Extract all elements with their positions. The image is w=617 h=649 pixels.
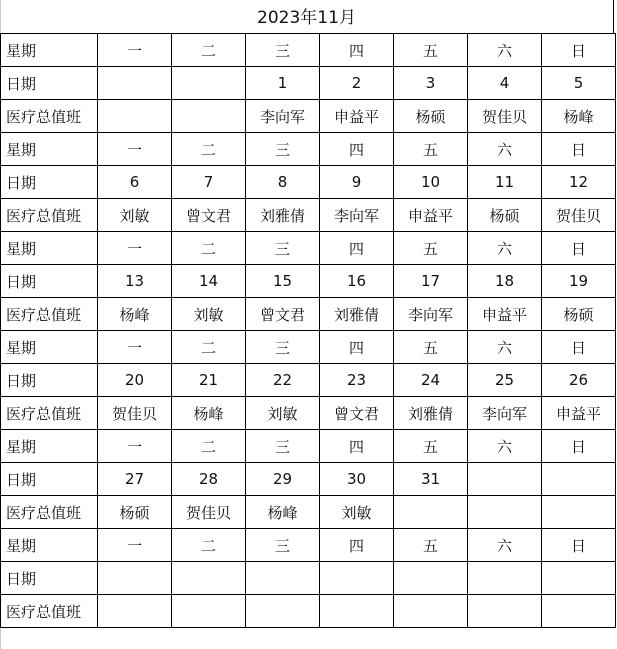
duty-cell[interactable]: 贺佳贝 bbox=[468, 100, 542, 133]
date-cell[interactable]: 31 bbox=[394, 463, 468, 496]
weekday-row bbox=[1, 34, 616, 67]
duty-row bbox=[1, 595, 616, 628]
weekday-row bbox=[1, 430, 616, 463]
duty-cell[interactable]: 李向军 bbox=[320, 199, 394, 232]
weekday-cell[interactable]: 六 bbox=[468, 232, 542, 265]
duty-cell[interactable]: 刘雅倩 bbox=[394, 397, 468, 430]
date-label-cell[interactable]: 日期 bbox=[1, 364, 98, 397]
duty-cell[interactable]: 杨峰 bbox=[98, 298, 172, 331]
date-cell[interactable]: 5 bbox=[542, 67, 616, 100]
weekday-cell[interactable]: 三 bbox=[246, 529, 320, 562]
duty-cell[interactable] bbox=[542, 595, 616, 628]
weekday-cell[interactable]: 三 bbox=[246, 232, 320, 265]
date-row bbox=[1, 364, 616, 397]
weekday-cell[interactable]: 日 bbox=[542, 232, 616, 265]
date-cell[interactable]: 22 bbox=[246, 364, 320, 397]
weekday-cell[interactable]: 一 bbox=[98, 529, 172, 562]
date-label-cell[interactable]: 日期 bbox=[1, 166, 98, 199]
duty-cell[interactable]: 申益平 bbox=[542, 397, 616, 430]
weekday-cell[interactable]: 五 bbox=[394, 331, 468, 364]
date-cell[interactable]: 29 bbox=[246, 463, 320, 496]
duty-cell[interactable]: 刘敏 bbox=[320, 496, 394, 529]
date-cell[interactable]: 13 bbox=[98, 265, 172, 298]
date-cell[interactable]: 7 bbox=[172, 166, 246, 199]
duty-cell[interactable]: 刘雅倩 bbox=[320, 298, 394, 331]
weekday-cell[interactable]: 三 bbox=[246, 331, 320, 364]
weekday-cell[interactable]: 四 bbox=[320, 331, 394, 364]
date-cell[interactable] bbox=[320, 562, 394, 595]
weekday-cell[interactable]: 一 bbox=[98, 331, 172, 364]
date-label-cell[interactable]: 日期 bbox=[1, 463, 98, 496]
weekday-cell[interactable]: 一 bbox=[98, 232, 172, 265]
date-cell[interactable] bbox=[172, 562, 246, 595]
date-cell[interactable] bbox=[542, 463, 616, 496]
date-cell[interactable] bbox=[542, 562, 616, 595]
duty-cell[interactable]: 刘敏 bbox=[98, 199, 172, 232]
duty-cell[interactable] bbox=[394, 496, 468, 529]
duty-cell[interactable] bbox=[468, 595, 542, 628]
duty-label-cell[interactable]: 医疗总值班 bbox=[1, 100, 98, 133]
duty-cell[interactable]: 曾文君 bbox=[172, 199, 246, 232]
date-cell[interactable]: 16 bbox=[320, 265, 394, 298]
weekday-cell[interactable]: 二 bbox=[172, 331, 246, 364]
date-row bbox=[1, 166, 616, 199]
duty-row bbox=[1, 397, 616, 430]
date-cell[interactable]: 26 bbox=[542, 364, 616, 397]
date-cell[interactable]: 3 bbox=[394, 67, 468, 100]
weekday-cell[interactable]: 四 bbox=[320, 529, 394, 562]
date-cell[interactable] bbox=[246, 562, 320, 595]
weekday-cell[interactable]: 五 bbox=[394, 430, 468, 463]
date-cell[interactable] bbox=[172, 67, 246, 100]
date-cell[interactable]: 11 bbox=[468, 166, 542, 199]
date-cell[interactable]: 25 bbox=[468, 364, 542, 397]
weekday-cell[interactable]: 五 bbox=[394, 232, 468, 265]
duty-label-cell[interactable]: 医疗总值班 bbox=[1, 199, 98, 232]
duty-row bbox=[1, 199, 616, 232]
weekday-cell[interactable]: 五 bbox=[394, 133, 468, 166]
weekday-cell[interactable]: 四 bbox=[320, 430, 394, 463]
weekday-cell[interactable]: 二 bbox=[172, 529, 246, 562]
weekday-cell[interactable]: 二 bbox=[172, 34, 246, 67]
duty-cell[interactable]: 申益平 bbox=[320, 100, 394, 133]
duty-label-cell[interactable]: 医疗总值班 bbox=[1, 496, 98, 529]
date-label-cell[interactable]: 日期 bbox=[1, 562, 98, 595]
date-cell[interactable]: 12 bbox=[542, 166, 616, 199]
date-cell[interactable]: 6 bbox=[98, 166, 172, 199]
weekday-row bbox=[1, 232, 616, 265]
date-cell[interactable]: 10 bbox=[394, 166, 468, 199]
duty-row bbox=[1, 298, 616, 331]
weekday-cell[interactable]: 一 bbox=[98, 133, 172, 166]
duty-cell[interactable]: 杨硕 bbox=[542, 298, 616, 331]
date-cell[interactable] bbox=[98, 67, 172, 100]
duty-cell[interactable]: 李向军 bbox=[394, 298, 468, 331]
date-cell[interactable]: 4 bbox=[468, 67, 542, 100]
weekday-cell[interactable]: 三 bbox=[246, 133, 320, 166]
duty-cell[interactable]: 贺佳贝 bbox=[542, 199, 616, 232]
duty-cell[interactable]: 曾文君 bbox=[246, 298, 320, 331]
weekday-cell[interactable]: 四 bbox=[320, 133, 394, 166]
weekday-cell[interactable]: 六 bbox=[468, 331, 542, 364]
weekday-cell[interactable]: 二 bbox=[172, 430, 246, 463]
duty-cell[interactable]: 贺佳贝 bbox=[172, 496, 246, 529]
date-row bbox=[1, 265, 616, 298]
page-title[interactable]: 2023年11月 bbox=[0, 0, 614, 33]
duty-cell[interactable] bbox=[172, 595, 246, 628]
weekday-label-cell[interactable]: 星期 bbox=[1, 232, 98, 265]
date-cell[interactable]: 15 bbox=[246, 265, 320, 298]
date-row bbox=[1, 463, 616, 496]
duty-row bbox=[1, 496, 616, 529]
duty-cell[interactable]: 杨峰 bbox=[542, 100, 616, 133]
duty-cell[interactable]: 杨硕 bbox=[98, 496, 172, 529]
weekday-cell[interactable]: 六 bbox=[468, 133, 542, 166]
duty-cell[interactable] bbox=[542, 496, 616, 529]
weekday-cell[interactable]: 日 bbox=[542, 529, 616, 562]
date-cell[interactable]: 23 bbox=[320, 364, 394, 397]
date-cell[interactable] bbox=[468, 463, 542, 496]
weekday-cell[interactable]: 三 bbox=[246, 430, 320, 463]
duty-label-cell[interactable]: 医疗总值班 bbox=[1, 595, 98, 628]
weekday-label-cell[interactable]: 星期 bbox=[1, 34, 98, 67]
date-cell[interactable]: 9 bbox=[320, 166, 394, 199]
date-cell[interactable]: 20 bbox=[98, 364, 172, 397]
duty-cell[interactable] bbox=[320, 595, 394, 628]
date-cell[interactable]: 2 bbox=[320, 67, 394, 100]
date-cell[interactable]: 30 bbox=[320, 463, 394, 496]
duty-cell[interactable] bbox=[246, 595, 320, 628]
duty-cell[interactable] bbox=[468, 496, 542, 529]
duty-label-cell[interactable]: 医疗总值班 bbox=[1, 298, 98, 331]
duty-cell[interactable] bbox=[172, 100, 246, 133]
weekday-cell[interactable]: 日 bbox=[542, 331, 616, 364]
duty-cell[interactable]: 刘敏 bbox=[172, 298, 246, 331]
date-cell[interactable]: 14 bbox=[172, 265, 246, 298]
weekday-label-cell[interactable]: 星期 bbox=[1, 430, 98, 463]
date-row bbox=[1, 562, 616, 595]
date-cell[interactable]: 8 bbox=[246, 166, 320, 199]
duty-cell[interactable]: 杨硕 bbox=[468, 199, 542, 232]
duty-cell[interactable] bbox=[394, 595, 468, 628]
duty-schedule-table bbox=[0, 33, 616, 628]
weekday-label-cell[interactable]: 星期 bbox=[1, 331, 98, 364]
duty-row bbox=[1, 100, 616, 133]
date-cell[interactable]: 21 bbox=[172, 364, 246, 397]
weekday-cell[interactable]: 二 bbox=[172, 232, 246, 265]
weekday-cell[interactable]: 日 bbox=[542, 133, 616, 166]
date-cell[interactable]: 19 bbox=[542, 265, 616, 298]
weekday-cell[interactable]: 一 bbox=[98, 430, 172, 463]
date-cell[interactable]: 17 bbox=[394, 265, 468, 298]
weekday-cell[interactable]: 二 bbox=[172, 133, 246, 166]
weekday-cell[interactable]: 四 bbox=[320, 232, 394, 265]
duty-cell[interactable]: 李向军 bbox=[246, 100, 320, 133]
duty-cell[interactable]: 曾文君 bbox=[320, 397, 394, 430]
duty-cell[interactable]: 刘雅倩 bbox=[246, 199, 320, 232]
weekday-cell[interactable]: 六 bbox=[468, 34, 542, 67]
date-cell[interactable] bbox=[98, 562, 172, 595]
weekday-cell[interactable]: 六 bbox=[468, 529, 542, 562]
duty-cell[interactable]: 杨峰 bbox=[246, 496, 320, 529]
duty-cell[interactable]: 申益平 bbox=[468, 298, 542, 331]
date-cell[interactable] bbox=[468, 562, 542, 595]
weekday-cell[interactable]: 五 bbox=[394, 529, 468, 562]
weekday-cell[interactable]: 六 bbox=[468, 430, 542, 463]
date-cell[interactable]: 27 bbox=[98, 463, 172, 496]
duty-label-cell[interactable]: 医疗总值班 bbox=[1, 397, 98, 430]
duty-cell[interactable]: 申益平 bbox=[394, 199, 468, 232]
weekday-cell[interactable]: 五 bbox=[394, 34, 468, 67]
weekday-cell[interactable]: 日 bbox=[542, 430, 616, 463]
duty-cell[interactable]: 李向军 bbox=[468, 397, 542, 430]
date-cell[interactable]: 28 bbox=[172, 463, 246, 496]
duty-cell[interactable] bbox=[98, 595, 172, 628]
duty-cell[interactable]: 杨硕 bbox=[394, 100, 468, 133]
weekday-row bbox=[1, 331, 616, 364]
weekday-cell[interactable]: 四 bbox=[320, 34, 394, 67]
weekday-row bbox=[1, 133, 616, 166]
date-cell[interactable]: 24 bbox=[394, 364, 468, 397]
date-label-cell[interactable]: 日期 bbox=[1, 67, 98, 100]
weekday-cell[interactable]: 三 bbox=[246, 34, 320, 67]
date-cell[interactable] bbox=[394, 562, 468, 595]
duty-cell[interactable]: 刘敏 bbox=[246, 397, 320, 430]
duty-cell[interactable]: 贺佳贝 bbox=[98, 397, 172, 430]
weekday-row bbox=[1, 529, 616, 562]
weekday-cell[interactable]: 日 bbox=[542, 34, 616, 67]
duty-cell[interactable]: 杨峰 bbox=[172, 397, 246, 430]
weekday-cell[interactable]: 一 bbox=[98, 34, 172, 67]
date-label-cell[interactable]: 日期 bbox=[1, 265, 98, 298]
duty-cell[interactable] bbox=[98, 100, 172, 133]
weekday-label-cell[interactable]: 星期 bbox=[1, 133, 98, 166]
weekday-label-cell[interactable]: 星期 bbox=[1, 529, 98, 562]
date-cell[interactable]: 1 bbox=[246, 67, 320, 100]
date-cell[interactable]: 18 bbox=[468, 265, 542, 298]
date-row bbox=[1, 67, 616, 100]
